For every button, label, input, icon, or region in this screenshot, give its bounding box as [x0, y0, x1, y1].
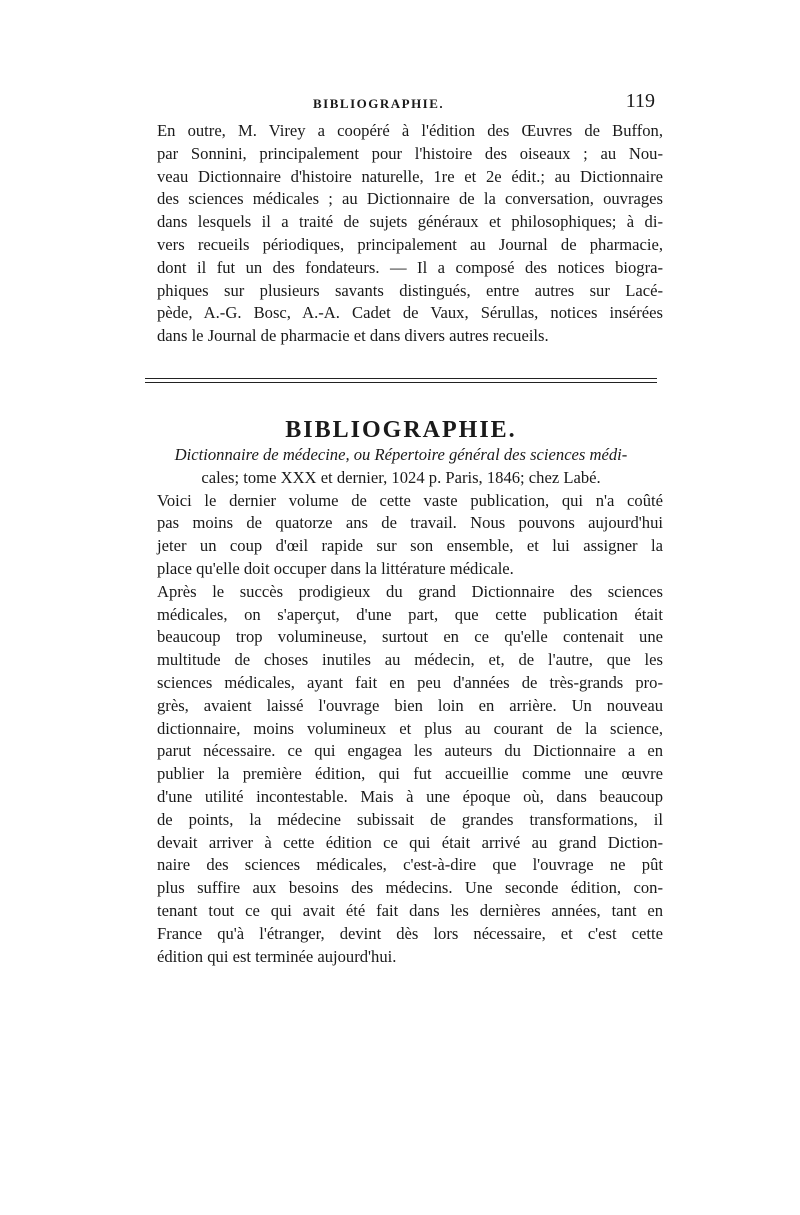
text-line: publier la première édition, qui fut accueillie comme une œuvre	[157, 764, 663, 784]
divider-line	[145, 382, 657, 383]
text-line: pède, A.-G. Bosc, A.-A. Cadet de Vaux, Sérullas, notices insérées	[157, 303, 663, 323]
reference-line: cales; tome XXX et dernier, 1024 p. Paris, 1846; chez Labé.	[201, 467, 601, 487]
text-line: dont il fut un des fondateurs. — Il a composé des notices biogra-	[157, 257, 663, 277]
reference-line	[139, 444, 663, 467]
text-line: tenant tout ce qui avait été fait dans les dernières années, tant en	[157, 900, 663, 920]
text-line: dans lesquels il a traité de sujets généraux et philosophiques; à di-	[157, 212, 663, 232]
text-line: édition qui est terminée aujourd'hui.	[157, 946, 397, 966]
text-line: sciences médicales, ayant fait en peu d'années de très-grands pro-	[157, 672, 663, 692]
bibliographic-reference	[139, 444, 663, 490]
text-line: grès, avaient laissé l'ouvrage bien loin en arrière. Un nouveau	[157, 695, 663, 715]
text-line: France qu'à l'étranger, devint dès lors nécessaire, et c'est cette	[157, 923, 663, 943]
text-line: phiques sur plusieurs savants distingués, entre autres sur Lacé-	[157, 280, 663, 300]
section-title: BIBLIOGRAPHIE.	[285, 416, 517, 443]
text-line: multitude de choses inutiles au médecin, et, de l'autre, que les	[157, 650, 663, 670]
intro-paragraph	[139, 120, 663, 348]
text-line: médicales, on s'aperçut, d'une part, que cette publication était	[157, 604, 663, 624]
text-line: d'une utilité incontestable. Mais à une époque où, dans beaucoup	[157, 786, 663, 806]
running-header	[139, 90, 663, 120]
divider-line	[145, 378, 657, 379]
text-line: des sciences médicales ; au Dictionnaire de la conversation, ouvrages	[157, 189, 663, 209]
page-number: 119	[625, 90, 655, 112]
text-line: vers recueils périodiques, principalement au Journal de pharmacie,	[157, 234, 663, 254]
text-line: par Sonnini, principalement pour l'histoire des oiseaux ; au Nou-	[157, 143, 663, 163]
text-line: devait arriver à cette édition ce qui était arrivé au grand Diction-	[157, 832, 663, 852]
body-paragraph-1	[139, 490, 663, 581]
text-line: veau Dictionnaire d'histoire naturelle, 1re et 2e édit.; au Dictionnaire	[157, 166, 663, 186]
text-line: dictionnaire, moins volumineux et plus au courant de la science,	[157, 718, 663, 738]
text-line: dans le Journal de pharmacie et dans divers autres recueils.	[157, 326, 549, 346]
text-line: place qu'elle doit occuper dans la littérature médicale.	[157, 558, 514, 578]
text-line: naire des sciences médicales, c'est-à-dire que l'ouvrage ne pût	[157, 855, 663, 875]
text-line: jeter un coup d'œil rapide sur son ensemble, et lui assigner la	[157, 536, 663, 556]
text-line: En outre, M. Virey a coopéré à l'édition des Œuvres de Buffon,	[157, 121, 663, 140]
running-title: BIBLIOGRAPHIE.	[313, 96, 445, 111]
book-page	[139, 90, 663, 968]
text-line: pas moins de quatorze ans de travail. Nous pouvons aujourd'hui	[157, 513, 663, 533]
text-line: beaucoup trop volumineuse, surtout en ce qu'elle contenait une	[157, 627, 663, 647]
reference-text: Dictionnaire de médecine, ou Répertoire général des sciences médi-	[174, 444, 628, 464]
text-line: de points, la médecine subissait de grandes transformations, il	[157, 809, 663, 829]
section-divider	[145, 378, 657, 383]
text-line: Après le succès prodigieux du grand Dictionnaire des sciences	[157, 581, 663, 601]
body-paragraph-2	[139, 581, 663, 969]
text-line: Voici le dernier volume de cette vaste publication, qui n'a coûté	[157, 490, 663, 510]
text-line: parut nécessaire. ce qui engagea les auteurs du Dictionnaire a en	[157, 741, 663, 761]
text-line: plus suffire aux besoins des médecins. Une seconde édition, con-	[157, 878, 663, 898]
